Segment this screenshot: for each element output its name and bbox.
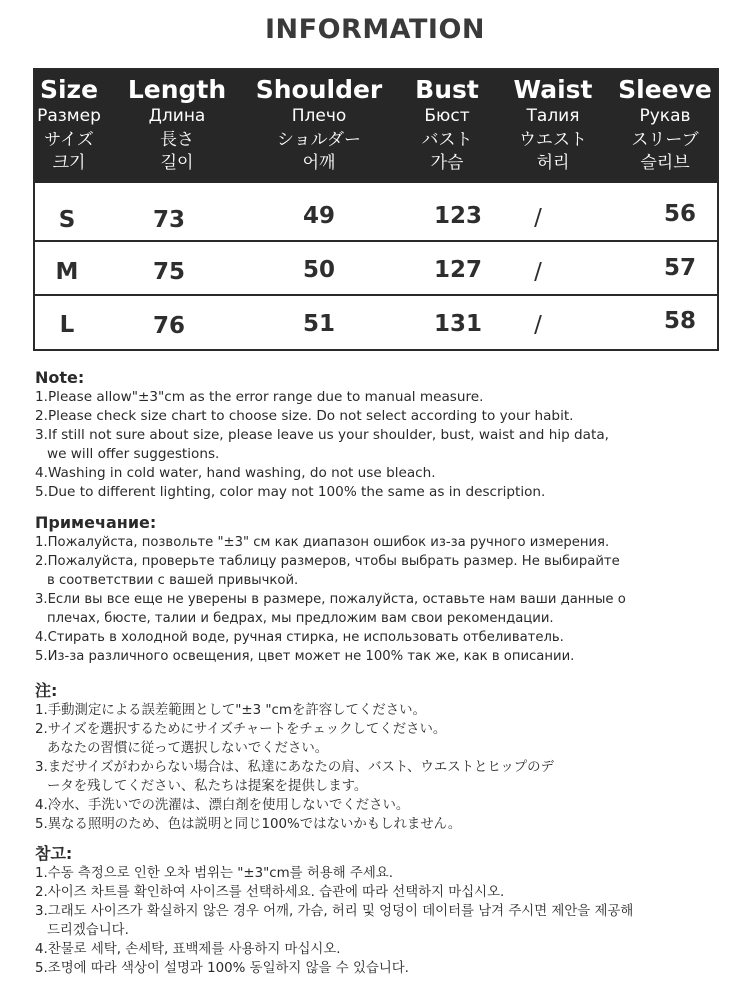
note-line: ータを残してください、私たちは提案を提供します。 bbox=[47, 779, 368, 794]
note-title: 注: bbox=[35, 681, 58, 700]
cell-waist: / bbox=[534, 259, 542, 285]
note-line: 2.Пожалуйста, проверьте таблицу размеров, чтобы выбрать размер. Не выбирайте bbox=[35, 554, 620, 569]
header-waist-jp: ウエスト bbox=[519, 129, 587, 150]
note-line: 2.Please check size chart to choose size. Do not select according to your habit. bbox=[35, 408, 574, 424]
cell-size: M bbox=[55, 259, 79, 285]
note-title: Note: bbox=[35, 368, 85, 387]
note-line: 4.찬물로 세탁, 손세탁, 표백제를 사용하지 마십시오. bbox=[35, 942, 341, 957]
header-bust-ko: 가슴 bbox=[430, 153, 464, 173]
header-length-ko: 길이 bbox=[160, 153, 194, 173]
cell-sleeve: 57 bbox=[663, 255, 696, 281]
note-line: 1.手動測定による誤差範囲として"±3 "cmを許容してください。 bbox=[35, 703, 426, 718]
note-line: 3.まだサイズがわからない場合は、私達にあなたの肩、バスト、ウエストとヒップのデ bbox=[35, 760, 554, 775]
note-line: 5.異なる照明のため、色は説明と同じ100%ではないかもしれません。 bbox=[35, 817, 462, 832]
header-waist-ko: 허리 bbox=[536, 153, 570, 173]
cell-size: S bbox=[58, 207, 76, 233]
note-russian bbox=[35, 513, 626, 666]
header-shoulder-ru: Плечо bbox=[291, 106, 347, 126]
cell-shoulder: 49 bbox=[302, 203, 335, 229]
cell-length: 75 bbox=[152, 259, 185, 285]
note-line: 2.サイズを選択するためにサイズチャートをチェックしてください。 bbox=[35, 722, 447, 737]
note-line: 4.Стирать в холодной воде, ручная стирка, не использовать отбеливатель. bbox=[35, 630, 564, 645]
note-line: 1.수동 측정으로 인한 오차 범위는 "±3"cm를 허용해 주세요. bbox=[35, 866, 393, 881]
note-line: 5.Due to different lighting, color may not 100% the same as in description. bbox=[35, 484, 546, 500]
header-shoulder-jp: ショルダー bbox=[277, 129, 361, 150]
cell-bust: 123 bbox=[433, 203, 482, 229]
cell-shoulder: 50 bbox=[302, 257, 335, 283]
header-waist bbox=[503, 70, 603, 176]
header-size-en: Size bbox=[39, 75, 99, 104]
header-shoulder-ko: 어깨 bbox=[302, 153, 336, 173]
note-line: 5.Из-за различного освещения, цвет может не 100% так же, как в описании. bbox=[35, 649, 575, 664]
header-size-ru: Размер bbox=[37, 106, 101, 126]
header-shoulder-en: Shoulder bbox=[255, 75, 383, 104]
header-size-jp: サイズ bbox=[44, 129, 94, 150]
cell-shoulder: 51 bbox=[302, 311, 335, 337]
cell-bust: 127 bbox=[433, 257, 482, 283]
cell-sleeve: 58 bbox=[663, 308, 696, 334]
note-line: 1.Please allow"±3"cm as the error range due to manual measure. bbox=[35, 389, 484, 405]
note-line: 3.그래도 사이즈가 확실하지 않은 경우 어깨, 가슴, 허리 및 엉덩이 데이터를 남겨 주시면 제안을 제공해 bbox=[35, 904, 634, 919]
note-line: 4.冷水、手洗いでの洗濯は、漂白剤を使用しないでください。 bbox=[35, 798, 410, 813]
cell-waist: / bbox=[534, 205, 542, 231]
note-title: 참고: bbox=[35, 844, 73, 863]
header-bust-jp: バスト bbox=[421, 129, 473, 150]
note-line: 2.사이즈 차트를 확인하여 사이즈를 선택하세요. 습관에 따라 선택하지 마십시오. bbox=[35, 885, 505, 900]
header-size bbox=[35, 70, 103, 176]
header-sleeve-jp: スリーブ bbox=[631, 129, 699, 150]
note-line: 4.Washing in cold water, hand washing, do not use bleach. bbox=[35, 465, 436, 481]
header-waist-en: Waist bbox=[513, 75, 593, 104]
header-bust bbox=[401, 70, 493, 176]
cell-length: 76 bbox=[152, 313, 185, 339]
cell-waist: / bbox=[534, 312, 542, 338]
header-shoulder bbox=[247, 70, 391, 176]
header-bust-ru: Бюст bbox=[424, 106, 470, 126]
header-length-en: Length bbox=[127, 75, 227, 104]
cell-bust: 131 bbox=[433, 311, 482, 337]
cell-sleeve: 56 bbox=[663, 201, 696, 227]
note-line: 5.조명에 따라 색상이 설명과 100% 동일하지 않을 수 있습니다. bbox=[35, 961, 409, 976]
note-japanese bbox=[35, 681, 554, 834]
note-line: あなたの習慣に従って選択しないでください。 bbox=[47, 741, 329, 756]
note-korean bbox=[35, 844, 633, 978]
table-row bbox=[35, 242, 717, 298]
header-sleeve-ko: 슬리브 bbox=[640, 153, 690, 173]
header-sleeve bbox=[613, 70, 717, 176]
table-header bbox=[35, 70, 717, 183]
note-line: 3.If still not sure about size, please leave us your shoulder, bust, waist and hip data, bbox=[35, 427, 609, 443]
header-bust-en: Bust bbox=[415, 75, 479, 104]
note-english bbox=[35, 368, 609, 502]
note-line: we will offer suggestions. bbox=[47, 446, 220, 462]
cell-size: L bbox=[59, 312, 75, 338]
cell-length: 73 bbox=[152, 207, 185, 233]
header-sleeve-en: Sleeve bbox=[618, 75, 712, 104]
header-length bbox=[117, 70, 237, 176]
header-sleeve-ru: Рукав bbox=[639, 106, 691, 126]
note-line: 3.Если вы все еще не уверены в размере, пожалуйста, оставьте нам ваши данные о bbox=[35, 592, 626, 607]
size-chart-table bbox=[33, 68, 719, 351]
note-line: 1.Пожалуйста, позвольте "±3" см как диапазон ошибок из-за ручного измерения. bbox=[35, 535, 610, 550]
header-length-jp: 長さ bbox=[160, 129, 194, 150]
table-row bbox=[35, 296, 717, 352]
note-line: 드리겠습니다. bbox=[47, 923, 129, 938]
note-line: плечах, бюсте, талии и бедрах, мы предложим вам свои рекомендации. bbox=[47, 611, 554, 626]
page-title: INFORMATION bbox=[264, 14, 485, 45]
table-row bbox=[35, 183, 717, 239]
header-size-ko: 크기 bbox=[52, 153, 86, 173]
header-waist-ru: Талия bbox=[526, 106, 580, 126]
note-title: Примечание: bbox=[35, 513, 157, 532]
header-length-ru: Длина bbox=[148, 106, 206, 126]
note-line: в соответствии с вашей привычкой. bbox=[47, 573, 299, 588]
